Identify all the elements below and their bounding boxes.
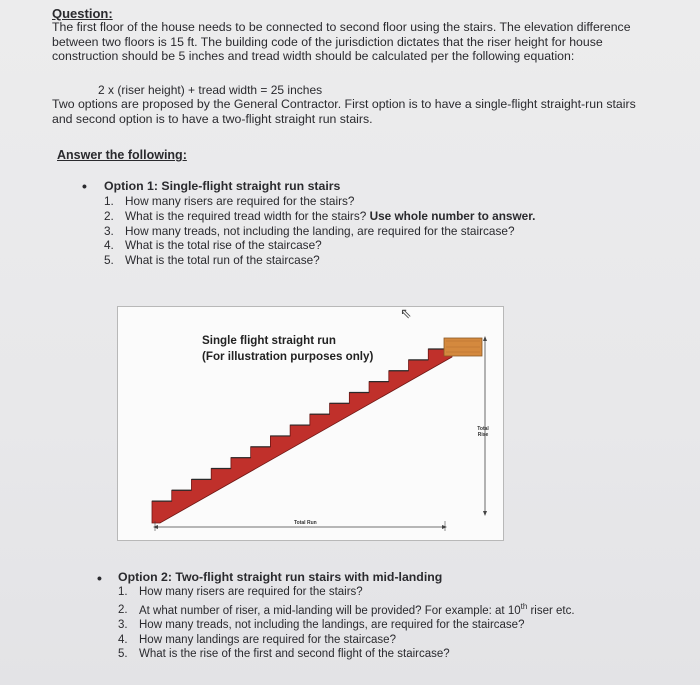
- caption-line2: (For illustration purposes only): [202, 350, 374, 363]
- option1-question-list: [104, 194, 535, 268]
- option2-title: Option 2: Two-flight straight run stairs with mid-landing: [118, 570, 443, 584]
- list-item: 2. At what number of riser, a mid-landing will be provided? For example: at 10th riser etc.: [118, 601, 575, 617]
- stair-illustration: [117, 306, 504, 541]
- total-run-label: Total Run: [294, 520, 317, 526]
- stair-stringer: [152, 349, 452, 523]
- list-item: 4. What is the total rise of the staircase?: [104, 238, 322, 253]
- whole-number-note: Use whole number to answer.: [369, 208, 536, 223]
- option2-bullet: •: [97, 570, 102, 586]
- list-item: 5. What is the rise of the first and second flight of the staircase?: [118, 648, 450, 661]
- question-intro: The first floor of the house needs to be connected to second floor using the stairs. The elevation difference between two floors is 15 ft. The building code of the jurisdiction dictates that the riser height for house construction should be 5 inches and tread width should be calculated per the following equation:: [52, 20, 631, 64]
- list-item: 5. What is the total run of the staircase?: [104, 253, 320, 268]
- mouse-cursor-icon: ⇖: [400, 305, 412, 321]
- tread-equation: 2 x (riser height) + tread width = 25 inches: [98, 83, 323, 97]
- total-rise-label: [475, 426, 491, 438]
- figure-caption: [202, 333, 373, 365]
- list-item: 3. How many treads, not including the landings, are required for the staircase?: [118, 619, 525, 632]
- list-item: 2. What is the required tread width for the stairs? Use whole number to answer.: [104, 208, 536, 223]
- options-description: Two options are proposed by the General Contractor. First option is to have a single-flight straight-run stairs and second option is to have a two-flight straight run stairs.: [52, 97, 636, 126]
- option2-question-list: [118, 585, 575, 662]
- run-arrow-right: [442, 525, 447, 529]
- list-item: 1. How many risers are required for the stairs?: [104, 194, 355, 208]
- list-item: 3. How many treads, not including the landing, are required for the staircase?: [104, 223, 515, 238]
- question-heading: Question:: [52, 6, 113, 21]
- total-rise-label-line1: Total: [477, 426, 489, 432]
- stair-steps: [152, 349, 452, 523]
- total-rise-label-line2: Rise: [477, 432, 489, 438]
- answer-heading: Answer the following:: [57, 148, 187, 162]
- option1-bullet: •: [82, 178, 87, 194]
- run-arrow-left: [153, 525, 158, 529]
- option1-title: Option 1: Single-flight straight run stairs: [104, 179, 341, 193]
- list-item: 4. How many landings are required for the staircase?: [118, 633, 396, 646]
- list-item: 1. How many risers are required for the stairs?: [118, 586, 363, 598]
- rise-arrow-bottom: [483, 511, 487, 516]
- rise-arrow-top: [483, 336, 487, 341]
- caption-line1: Single flight straight run: [202, 334, 336, 347]
